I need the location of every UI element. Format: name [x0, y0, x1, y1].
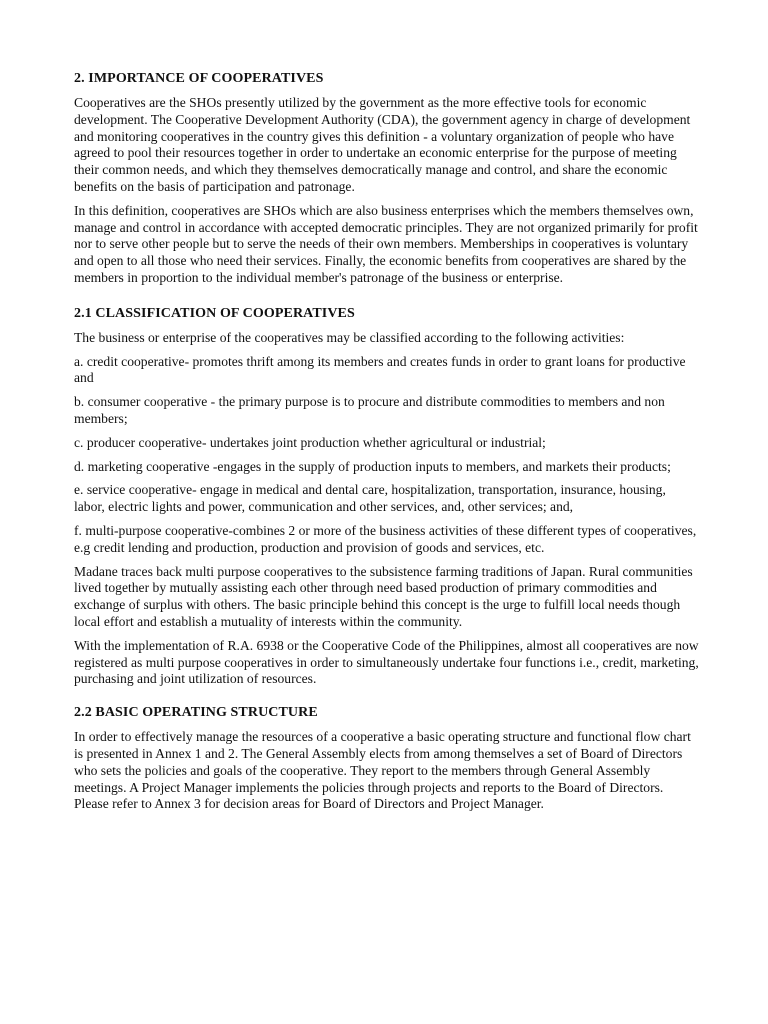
section-heading: 2.1 CLASSIFICATION OF COOPERATIVES — [74, 305, 355, 321]
list-item: e. service cooperative- engage in medical and dental care, hospitalization, transportation, insurance, housing, labor, electric lights and power, communication and other services, and, other services; and, — [74, 482, 666, 515]
list-item: d. marketing cooperative -engages in the supply of production inputs to members, and markets their products; — [74, 458, 671, 474]
list-item: b. consumer cooperative - the primary purpose is to procure and distribute commodities to members and non members; — [74, 394, 665, 426]
section-heading: 2. IMPORTANCE OF COOPERATIVES — [74, 71, 324, 86]
paragraph: Cooperatives are the SHOs presently utilized by the government as the more effective tools for economic development. The Cooperative Development Authority (CDA), the government agency in charge of development and monitoring cooperatives in the country gives this definition - a voluntary organization of people who have agreed to pool their resources together in order to undertake an economic enterprise for the purpose of meeting their common needs, and which they themselves democratically manage and control, and share the economic benefits on the basis of participation and patronage. — [74, 95, 691, 194]
document-page — [74, 70, 700, 827]
paragraph: Madane traces back multi purpose cooperatives to the subsistence farming traditions of Japan. Rural communities lived together by mutually assisting each other through need based production of primary commodities and exchange of surplus with others. The basic principle behind this concept is the urge to fulfill local needs though local effort and establish a mutuality of interests within the community. — [74, 563, 693, 629]
section-importance — [74, 70, 700, 287]
list-item: c. producer cooperative- undertakes joint production whether agricultural or industrial; — [74, 434, 546, 450]
paragraph: In this definition, cooperatives are SHOs which are also business enterprises which the members themselves own, manage and control in accordance with accepted democratic principles. They are not organized primarily for profit nor to serve other people but to serve the needs of their own members. Memberships in cooperatives is voluntary and open to all those who need their services. Finally, the economic benefits from cooperatives are shared by the members in proportion to the individual member's patronage of the business or enterprise. — [74, 202, 698, 285]
list-item: f. multi-purpose cooperative-combines 2 or more of the business activities of these different types of cooperatives, e.g credit lending and production, production and provision of goods and services, etc. — [74, 522, 697, 555]
paragraph: In order to effectively manage the resources of a cooperative a basic operating structure and functional flow chart is presented in Annex 1 and 2. The General Assembly elects from among themselves a set of Board of Directors who sets the policies and goals of the cooperative. They report to the members through General Assembly meetings. A Project Manager implements the policies through projects and reports to the Board of Directors. Please refer to Annex 3 for decision areas for Board of Directors and Project Manager. — [74, 729, 691, 812]
paragraph: The business or enterprise of the cooperatives may be classified according to the following activities: — [74, 329, 625, 345]
section-heading: 2.2 BASIC OPERATING STRUCTURE — [74, 705, 318, 721]
paragraph: With the implementation of R.A. 6938 or the Cooperative Code of the Philippines, almost all cooperatives are now registered as multi purpose cooperatives in order to simultaneously undertake four functions i.e., credit, marketing, purchasing and joint utilization of resources. — [74, 637, 699, 687]
section-classification — [74, 305, 700, 688]
list-item: a. credit cooperative- promotes thrift among its members and creates funds in order to grant loans for productive and — [74, 353, 686, 386]
section-operating-structure — [74, 704, 700, 813]
